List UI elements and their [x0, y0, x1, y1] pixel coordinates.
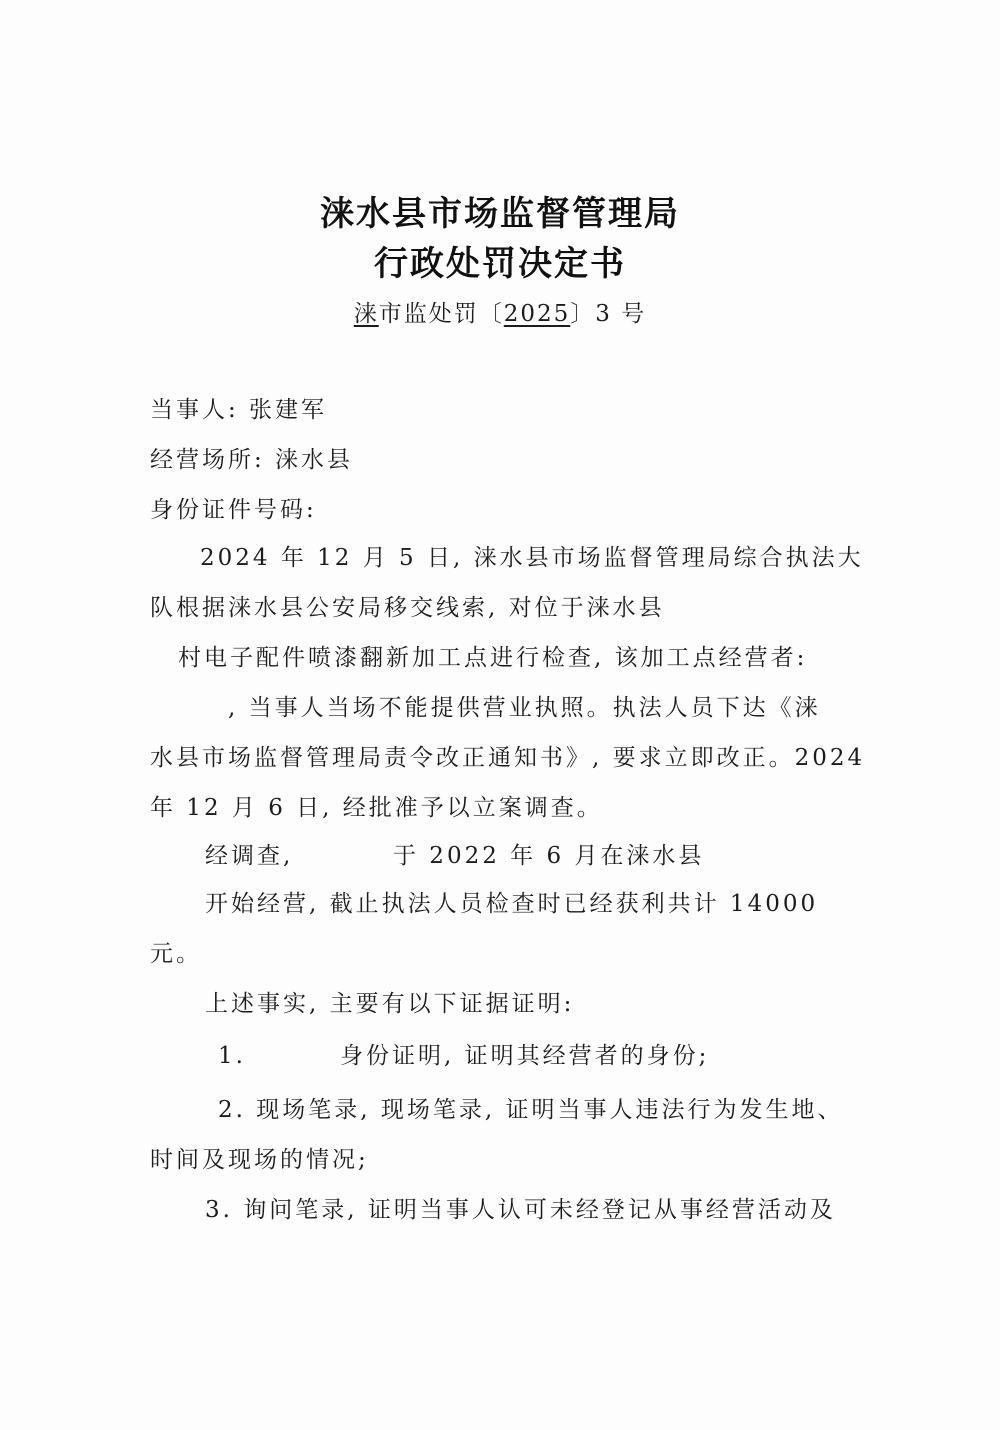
business-location-line: 经营场所: 涞水县: [150, 447, 354, 473]
docno-year: 2025: [503, 301, 571, 327]
evidence-intro: 上述事实, 主要有以下证据证明:: [205, 991, 575, 1017]
paragraph-2-line-2: 开始经营, 截止执法人员检查时已经获利共计 14000: [205, 891, 819, 917]
docno-prefix: 涞: [353, 301, 379, 327]
document-type-title: 行政处罚决定书: [374, 244, 626, 284]
paragraph-1-line-4: , 当事人当场不能提供营业执照。执法人员下达《涞: [228, 695, 821, 721]
paragraph-1-line-5: 水县市场监督管理局责令改正通知书》, 要求立即改正。2024: [150, 745, 866, 771]
paragraph-2-line-1a: 经调查,: [205, 843, 294, 869]
id-number-line: 身份证件号码:: [150, 497, 317, 523]
paragraph-1-line-2: 队根据涞水县公安局移交线索, 对位于涞水县: [150, 595, 665, 621]
issuing-authority-title: 涞水县市场监督管理局: [320, 194, 680, 234]
docno-suffix: 〕3 号: [570, 301, 647, 327]
paragraph-2-line-1b: 于 2022 年 6 月在涞水县: [393, 843, 705, 869]
party-name-line: 当事人: 张建军: [150, 397, 328, 423]
paragraph-1-line-6: 年 12 月 6 日, 经批准予以立案调查。: [150, 795, 603, 821]
paragraph-2-line-3: 元。: [150, 941, 202, 967]
docno-mid: 市监处罚〔: [378, 301, 504, 327]
document-number: [0, 295, 1000, 328]
paragraph-1-line-3: 村电子配件喷漆翻新加工点进行检查, 该加工点经营者:: [178, 645, 808, 671]
evidence-1-number: 1.: [218, 1043, 246, 1069]
evidence-2-line-2: 时间及现场的情况;: [150, 1147, 369, 1173]
evidence-3-line-1: 3. 询问笔录, 证明当事人认可未经登记从事经营活动及: [205, 1197, 836, 1223]
evidence-2-line-1: 2. 现场笔录, 现场笔录, 证明当事人违法行为发生地、: [218, 1097, 844, 1123]
evidence-1-text: 身份证明, 证明其经营者的身份;: [340, 1043, 710, 1069]
paragraph-1-line-1: 2024 年 12 月 5 日, 涞水县市场监督管理局综合执法大: [200, 545, 864, 571]
